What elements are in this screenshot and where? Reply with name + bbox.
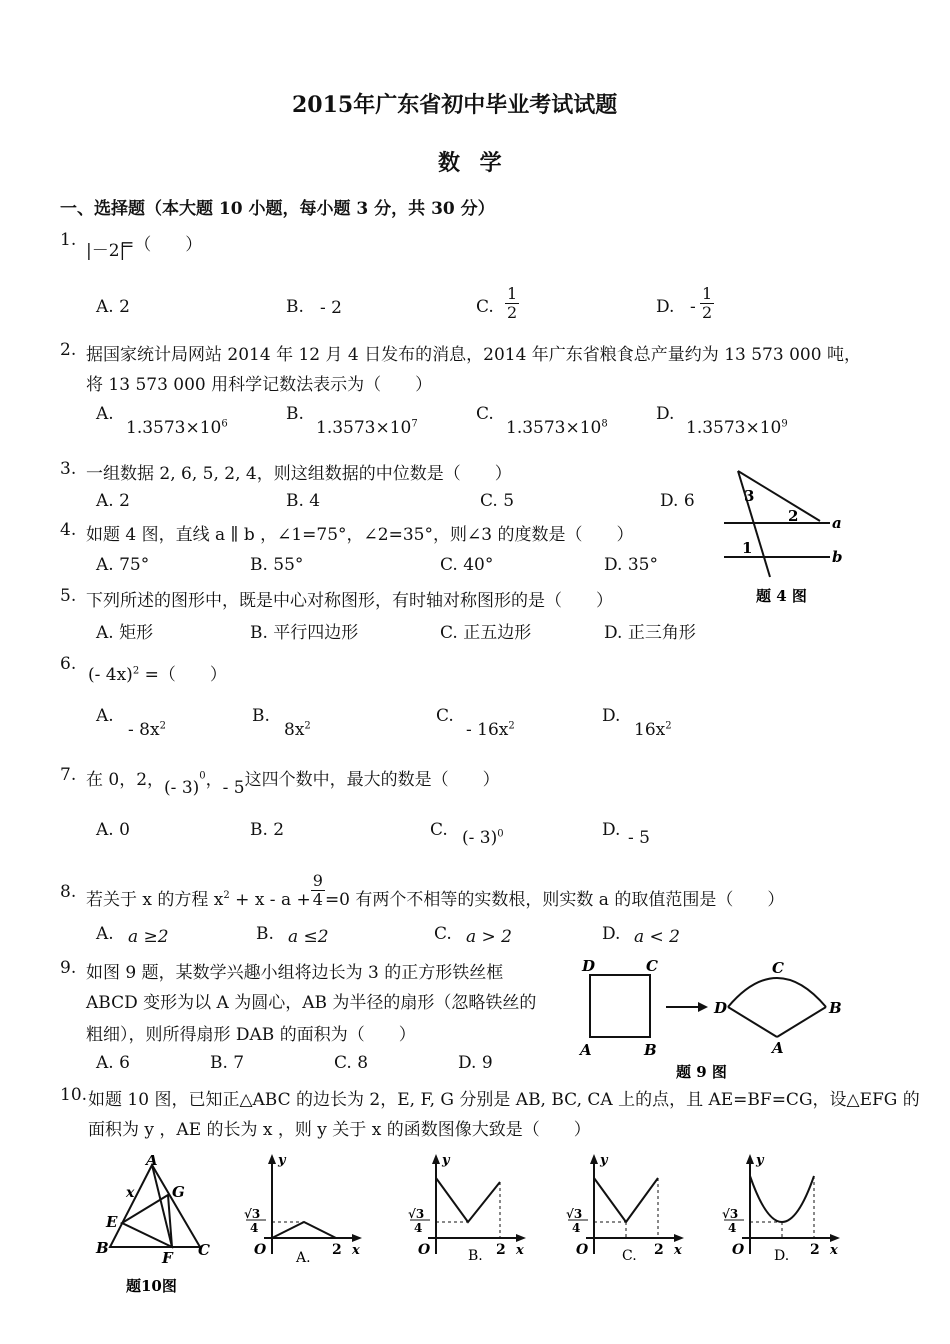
q8-frac-denominator: 4 — [312, 890, 323, 909]
q7-option-d-label: D. — [602, 820, 621, 840]
q6-a-val: - 8x — [128, 720, 160, 740]
q8-option-a-label: A. — [96, 924, 114, 944]
q9-line3: 粗细），则所得扇形 DAB 的面积为（ ） — [86, 1025, 416, 1045]
graphB-two-label: 2 — [496, 1242, 506, 1258]
q2-a-base: 1.3573×10 — [126, 418, 222, 438]
fig10-caption: 题10图 — [126, 1277, 177, 1295]
figure-10-triangle — [92, 1155, 222, 1300]
q4-number: 4. — [60, 520, 77, 540]
q7-option-a: A. 0 — [96, 820, 130, 840]
q5-option-d: D. 正三角形 — [604, 623, 696, 643]
q2-c-exp: 8 — [601, 418, 608, 430]
q7-option-b: B. 2 — [250, 820, 285, 840]
fig9-label-c: C — [646, 957, 658, 975]
q3-option-a: A. 2 — [96, 491, 130, 511]
q8-stem — [86, 872, 784, 909]
q2-a-exp: 6 — [221, 418, 228, 430]
q7-stem-exp: 0 — [199, 770, 206, 782]
q2-option-d-value — [686, 418, 788, 438]
graphB-option-label: B. — [468, 1248, 483, 1264]
q3-option-c: C. 5 — [480, 491, 515, 511]
q6-option-b-label: B. — [252, 706, 270, 726]
fig10-triangle-efg — [122, 1195, 172, 1247]
section-heading: 一、选择题（本大题 10 小题，每小题 3 分，共 30 分） — [60, 199, 495, 219]
q9-line2: ABCD 变形为以 A 为圆心，AB 为半径的扇形（忽略铁丝的 — [86, 993, 537, 1013]
q3-number: 3. — [60, 459, 77, 479]
graphC-option-label: C. — [622, 1248, 637, 1264]
q1-stem-abs: |－2| — [86, 241, 126, 261]
q7-number: 7. — [60, 765, 77, 785]
q10-number: 10. — [60, 1085, 88, 1105]
q6-c-val: - 16x — [466, 720, 509, 740]
graphC-y-label: y — [600, 1153, 608, 1168]
q2-d-exp: 9 — [781, 418, 788, 430]
q1-option-a: A. 2 — [96, 297, 130, 317]
q6-stem-exp: 2 — [132, 665, 140, 677]
q9-option-a: A. 6 — [96, 1053, 130, 1073]
q8-option-c-label: C. — [434, 924, 452, 944]
fig9-caption: 题 9 图 — [676, 1063, 727, 1081]
q2-b-exp: 7 — [411, 418, 418, 430]
q1-option-d-label: D. — [656, 297, 675, 317]
graphD-y-label: y — [756, 1153, 764, 1168]
q2-b-base: 1.3573×10 — [316, 418, 412, 438]
graphD-four-label: 4 — [728, 1221, 737, 1235]
q1-number: 1. — [60, 230, 77, 250]
q6-b-exp: 2 — [304, 720, 311, 732]
graphD-sqrt3-label: √3 — [722, 1207, 739, 1221]
q8-option-c-value: a > 2 — [466, 927, 513, 947]
q9-number: 9. — [60, 958, 77, 978]
q5-number: 5. — [60, 586, 77, 606]
q4-option-d: D. 35° — [604, 555, 658, 575]
q6-option-b-value — [284, 720, 311, 740]
q5-stem: 下列所述的图形中，既是中心对称图形，有时轴对称图形的是（ ） — [86, 591, 613, 611]
figure-9 — [578, 955, 848, 1083]
q10-line2: 面积为 y ，AE 的长为 x ，则 y 关于 x 的函数图像大致是（ ） — [88, 1120, 591, 1140]
q9-option-c: C. 8 — [334, 1053, 369, 1073]
q9-option-d: D. 9 — [458, 1053, 493, 1073]
q2-option-c-label: C. — [476, 404, 494, 424]
q1-d-denominator: 2 — [702, 303, 713, 322]
graphB-sqrt3-label: √3 — [408, 1207, 425, 1221]
fig9-label-b2: B — [829, 999, 842, 1017]
fig10-label-c: C — [198, 1241, 210, 1259]
q9-line1: 如图 9 题，某数学兴趣小组将边长为 3 的正方形铁丝框 — [86, 963, 504, 983]
q2-option-c-value — [506, 418, 608, 438]
q4-option-c: C. 40° — [440, 555, 494, 575]
fig4-b-label: b — [832, 548, 843, 566]
graphB-curve — [436, 1178, 500, 1222]
q7-stem-c: - 5 — [222, 778, 245, 798]
graphA-x-label: x — [352, 1243, 360, 1258]
q7-stem-math: (- 3) — [164, 778, 200, 798]
graphD-x-label: x — [830, 1243, 838, 1258]
q8-option-d-label: D. — [602, 924, 621, 944]
q6-option-c-value — [466, 720, 515, 740]
q7-option-c-value — [462, 828, 504, 848]
graphA-y-label: y — [278, 1153, 286, 1168]
graphB-y-arrow — [432, 1154, 440, 1164]
q8-frac-numerator: 9 — [312, 871, 323, 890]
graphA-two-label: 2 — [332, 1242, 342, 1258]
graphA-origin-label: O — [254, 1242, 267, 1258]
graphD-origin-label: O — [732, 1242, 745, 1258]
q8-option-b-label: B. — [256, 924, 274, 944]
graphA-sqrt3-label: √3 — [244, 1207, 261, 1221]
q6-number: 6. — [60, 654, 77, 674]
q8-option-d-value: a < 2 — [634, 927, 681, 947]
q7-stem-a: 在 0，2， — [86, 770, 165, 790]
graphA-y-arrow — [268, 1154, 276, 1164]
fig10-label-f: F — [162, 1249, 173, 1267]
q2-option-b-value — [316, 418, 418, 438]
q8-stem-exp: 2 — [223, 890, 230, 902]
q6-option-d-label: D. — [602, 706, 621, 726]
q7-stem-b: ， — [205, 770, 223, 790]
fig9-label-d: D — [582, 957, 596, 975]
q5-option-b: B. 平行四边形 — [250, 623, 359, 643]
q8-option-b-value: a ≤2 — [288, 927, 329, 947]
q2-option-a-value — [126, 418, 228, 438]
q1-c-numerator: 1 — [507, 284, 518, 303]
graphD-option-label: D. — [774, 1248, 790, 1264]
fig9-square — [590, 975, 650, 1037]
q4-stem: 如题 4 图，直线 a ∥ b ，∠1=75°，∠2=35°，则∠3 的度数是（ ） — [86, 525, 634, 545]
graphC-four-label: 4 — [572, 1221, 581, 1235]
graphA-option-label: A. — [296, 1250, 311, 1266]
q8-stem-c: =0 有两个不相等的实数根，则实数 a 的取值范围是（ ） — [324, 890, 785, 910]
q1-c-denominator: 2 — [507, 303, 518, 322]
graphB-y-label: y — [442, 1153, 450, 1168]
q2-c-base: 1.3573×10 — [506, 418, 602, 438]
q6-a-exp: 2 — [159, 720, 166, 732]
q6-c-exp: 2 — [508, 720, 515, 732]
fig10-label-g: G — [172, 1183, 185, 1201]
fig9-label-d2: D — [714, 999, 728, 1017]
fig10-label-b: B — [96, 1239, 109, 1257]
q1-option-d-sign: - — [690, 297, 696, 317]
fig10-label-e: E — [106, 1213, 118, 1231]
q1-option-b-label: B. — [286, 297, 304, 317]
q6-stem — [88, 660, 227, 685]
q7-c-val: (- 3) — [462, 828, 498, 848]
fig9-label-a: A — [580, 1041, 592, 1059]
q2-option-a-label: A. — [96, 404, 114, 424]
graphD-x-arrow — [830, 1234, 840, 1242]
q6-option-a-value — [128, 720, 166, 740]
q3-option-b: B. 4 — [286, 491, 321, 511]
figure-4 — [720, 465, 860, 610]
q2-line1: 据国家统计局网站 2014 年 12 月 4 日发布的消息，2014 年广东省粮食总产量约为 13 573 000 吨， — [86, 345, 861, 365]
graphA-four-label: 4 — [250, 1221, 259, 1235]
graphD-curve — [750, 1176, 814, 1222]
fig9-arc — [728, 978, 826, 1007]
graph-option-a — [238, 1152, 368, 1270]
graphA-x-arrow — [352, 1234, 362, 1242]
subject-title: 数 学 — [438, 150, 508, 176]
graphC-sqrt3-label: √3 — [566, 1207, 583, 1221]
q8-stem-a: 若关于 x 的方程 x — [86, 890, 224, 910]
graph-option-c — [560, 1152, 690, 1270]
fig9-radius-ab — [777, 1007, 826, 1037]
graph-option-b — [402, 1152, 532, 1270]
q9-option-b: B. 7 — [210, 1053, 245, 1073]
q6-d-val: 16x — [634, 720, 666, 740]
fig9-arrow-head — [698, 1002, 708, 1012]
fig4-angle1-label: 1 — [742, 539, 753, 557]
fig9-radius-ad — [728, 1007, 777, 1037]
q6-option-a-label: A. — [96, 706, 114, 726]
q7-option-c-label: C. — [430, 820, 448, 840]
fig4-angle3-label: 3 — [744, 487, 755, 505]
q1-option-d-fraction — [700, 285, 714, 322]
q2-option-b-label: B. — [286, 404, 304, 424]
fig9-label-b: B — [644, 1041, 657, 1059]
q1-d-numerator: 1 — [702, 284, 713, 303]
graphB-x-label: x — [516, 1243, 524, 1258]
q2-line2: 将 13 573 000 用科学记数法表示为（ ） — [86, 375, 433, 395]
q5-option-a: A. 矩形 — [96, 623, 154, 643]
graphC-two-label: 2 — [654, 1242, 664, 1258]
exam-title: 2015年广东省初中毕业考试试题 — [292, 92, 618, 118]
q8-stem-b: + x - a + — [229, 890, 311, 910]
graphD-two-label: 2 — [810, 1242, 820, 1258]
q2-d-base: 1.3573×10 — [686, 418, 782, 438]
q4-option-b: B. 55° — [250, 555, 304, 575]
q3-stem: 一组数据 2, 6, 5, 2, 4，则这组数据的中位数是（ ） — [86, 464, 512, 484]
fig9-label-c2: C — [772, 959, 784, 977]
q2-number: 2. — [60, 340, 77, 360]
q2-option-d-label: D. — [656, 404, 675, 424]
q1-option-c-label: C. — [476, 297, 494, 317]
q7-option-d-value: - 5 — [628, 828, 650, 848]
q6-b-val: 8x — [284, 720, 305, 740]
graphB-x-arrow — [516, 1234, 526, 1242]
q8-option-a-value: a ≥2 — [128, 927, 169, 947]
q6-option-d-value — [634, 720, 672, 740]
graphB-origin-label: O — [418, 1242, 431, 1258]
q8-number: 8. — [60, 882, 77, 902]
graphC-y-arrow — [590, 1154, 598, 1164]
q7-stem — [86, 765, 500, 798]
fig10-label-x: x — [126, 1185, 135, 1201]
graphC-x-arrow — [674, 1234, 684, 1242]
q3-option-d: D. 6 — [660, 491, 695, 511]
graphC-origin-label: O — [576, 1242, 589, 1258]
q6-d-exp: 2 — [665, 720, 672, 732]
q7-c-exp: 0 — [497, 828, 504, 840]
graphB-four-label: 4 — [414, 1221, 423, 1235]
graphD-y-arrow — [746, 1154, 754, 1164]
q7-stem-d: 这四个数中，最大的数是（ ） — [244, 770, 500, 790]
graphA-curve — [272, 1222, 336, 1238]
fig9-label-a2: A — [772, 1039, 784, 1057]
q6-option-c-label: C. — [436, 706, 454, 726]
fig4-caption: 题 4 图 — [756, 587, 807, 605]
graphC-curve — [594, 1178, 658, 1222]
fig4-angle2-label: 2 — [788, 507, 799, 525]
q5-option-c: C. 正五边形 — [440, 623, 532, 643]
fig4-a-label: a — [832, 514, 842, 532]
q1-option-c-fraction — [505, 285, 519, 322]
q10-line1: 如题 10 图，已知正△ABC 的边长为 2，E, F, G 分别是 AB, BC, CA 上的点，且 AE=BF=CG，设△EFG 的 — [88, 1090, 920, 1110]
q4-option-a: A. 75° — [96, 555, 150, 575]
q6-stem-math: (- 4x) — [88, 665, 133, 685]
q1-stem: =（ ） — [120, 235, 203, 255]
fig10-label-a: A — [146, 1155, 158, 1169]
q6-stem-tail: =（ ） — [139, 665, 227, 685]
q8-fraction — [311, 872, 325, 909]
graphC-x-label: x — [674, 1243, 682, 1258]
q1-option-b-value: - 2 — [320, 298, 342, 318]
graph-option-d — [716, 1152, 850, 1270]
